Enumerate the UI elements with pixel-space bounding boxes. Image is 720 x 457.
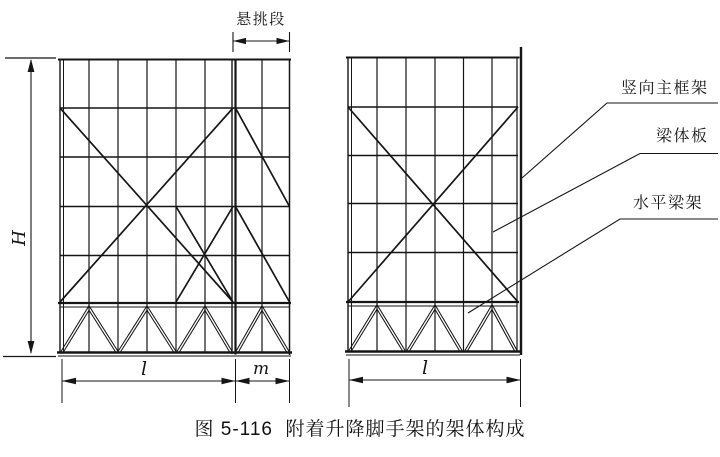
height-dim-label: H — [9, 230, 30, 246]
cantilever-length-label: m — [252, 359, 270, 379]
left-span-label: l — [140, 358, 148, 380]
left-truss-diagonals-core — [62, 308, 288, 352]
right-l-arrow-right — [507, 377, 521, 384]
height-dimension — [3, 58, 56, 357]
callout-vertical-main-frame: 竖向主框架 — [621, 78, 709, 97]
cantilever-dimension — [233, 32, 290, 52]
left-brace-diagonals — [60, 108, 290, 302]
right-l-arrow-left — [349, 377, 363, 384]
l-arrow-right — [222, 378, 236, 385]
callout-beam-body-plate: 梁体板 — [656, 126, 709, 145]
l-arrow-left — [62, 378, 76, 385]
cantilever-dim-arrow-left — [233, 38, 246, 44]
leader-horizontal-beam-frame — [468, 219, 718, 313]
left-grid-horizontals — [60, 108, 290, 256]
right-truss-diagonals-outer — [350, 307, 516, 351]
right-scaffold-drawing — [345, 47, 521, 355]
cantilever-section-label: 悬挑段 — [236, 10, 286, 28]
right-grid-verticals — [377, 58, 492, 353]
callout-horizontal-beam-frame: 水平梁架 — [633, 193, 704, 212]
right-span-label: l — [421, 357, 429, 379]
left-truss-diagonals-outer — [62, 308, 288, 352]
m-arrow-left — [236, 378, 250, 385]
height-dim-arrow-down — [28, 341, 35, 354]
figure-caption: 图 5-116 附着升降脚手架的架体构成 — [194, 419, 526, 440]
height-dim-arrow-up — [28, 59, 35, 72]
cantilever-dim-arrow-right — [277, 38, 290, 44]
m-arrow-right — [276, 378, 290, 385]
left-scaffold-drawing — [57, 59, 292, 356]
